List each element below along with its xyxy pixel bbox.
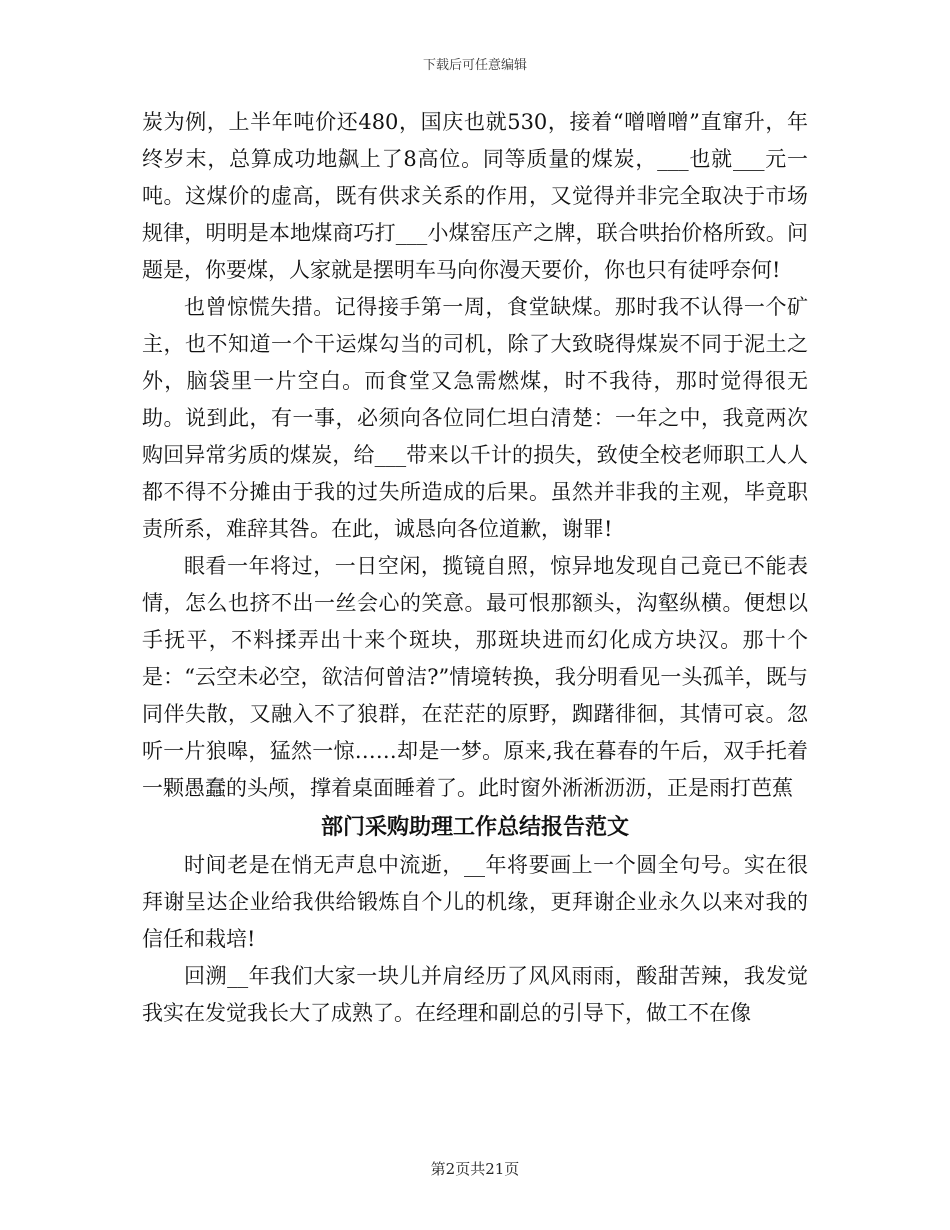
- paragraph-4: 时间老是在悄无声息中流逝，__年将要画上一个圆全句号。实在很拜谢呈达企业给我供给锻炼自个儿的机缘，更拜谢企业永久以来对我的信任和栽培!: [142, 853, 808, 951]
- section-title: 部门采购助理工作总结报告范文: [320, 814, 629, 840]
- paragraph-1: 炭为例，上半年吨价还480，国庆也就530，接着“噌噌噌”直窜升，年终岁末，总算成功地飙上了8高位。同等质量的煤炭，___也就___元一吨。这煤价的虚高，既有供求关系的作用，又觉得并非完全取决于市场规律，明明是本地煤商巧打___小煤窑压产之牌，联合哄抬价格所致。问题是，你要煤，人家就是摆明车马向你漫天要价，你也只有徒呼奈何!: [142, 110, 808, 282]
- paragraph-5: 回溯__年我们大家一块儿并肩经历了风风雨雨，酸甜苦辣，我发觉我实在发觉我长大了成熟了。在经理和副总的引导下，做工不在像: [142, 964, 808, 1025]
- paragraph-3: 眼看一年将过，一日空闲，揽镜自照，惊异地发现自己竟已不能表情，怎么也挤不出一丝会心的笑意。最可恨那额头，沟壑纵横。便想以手抚平，不料揉弄出十来个斑块，那斑块进而幻化成方块汉。那十个是：“云空未必空，欲洁何曾洁?”情境转换，我分明看见一头孤羊，既与同伴失散，又融入不了狼群，在茫茫的原野，踟躇徘徊，其情可哀。忽听一片狼嗥，猛然一惊……却是一梦。原来,我在暮春的午后，双手托着一颗愚蠢的头颅，撑着桌面睡着了。此时窗外淅淅沥沥，正是雨打芭蕉: [142, 554, 808, 800]
- paragraph-2: 也曾惊慌失措。记得接手第一周，食堂缺煤。那时我不认得一个矿主，也不知道一个干运煤勾当的司机，除了大致晓得煤炭不同于泥土之外，脑袋里一片空白。而食堂又急需燃煤，时不我待，那时觉得很无助。说到此，有一事，必须向各位同仁坦白清楚：一年之中，我竟两次购回异常劣质的煤炭，给___带来以千计的损失，致使全校老师职工人人都不得不分摊由于我的过失所造成的后果。虽然并非我的主观，毕竟职责所系，难辞其咎。在此，诚恳向各位道歉，谢罪!: [142, 295, 808, 541]
- document-body: [142, 104, 808, 1032]
- page-number-footer: 第2页共21页: [430, 1160, 520, 1178]
- page-header-note: 下载后可任意编辑: [422, 58, 527, 73]
